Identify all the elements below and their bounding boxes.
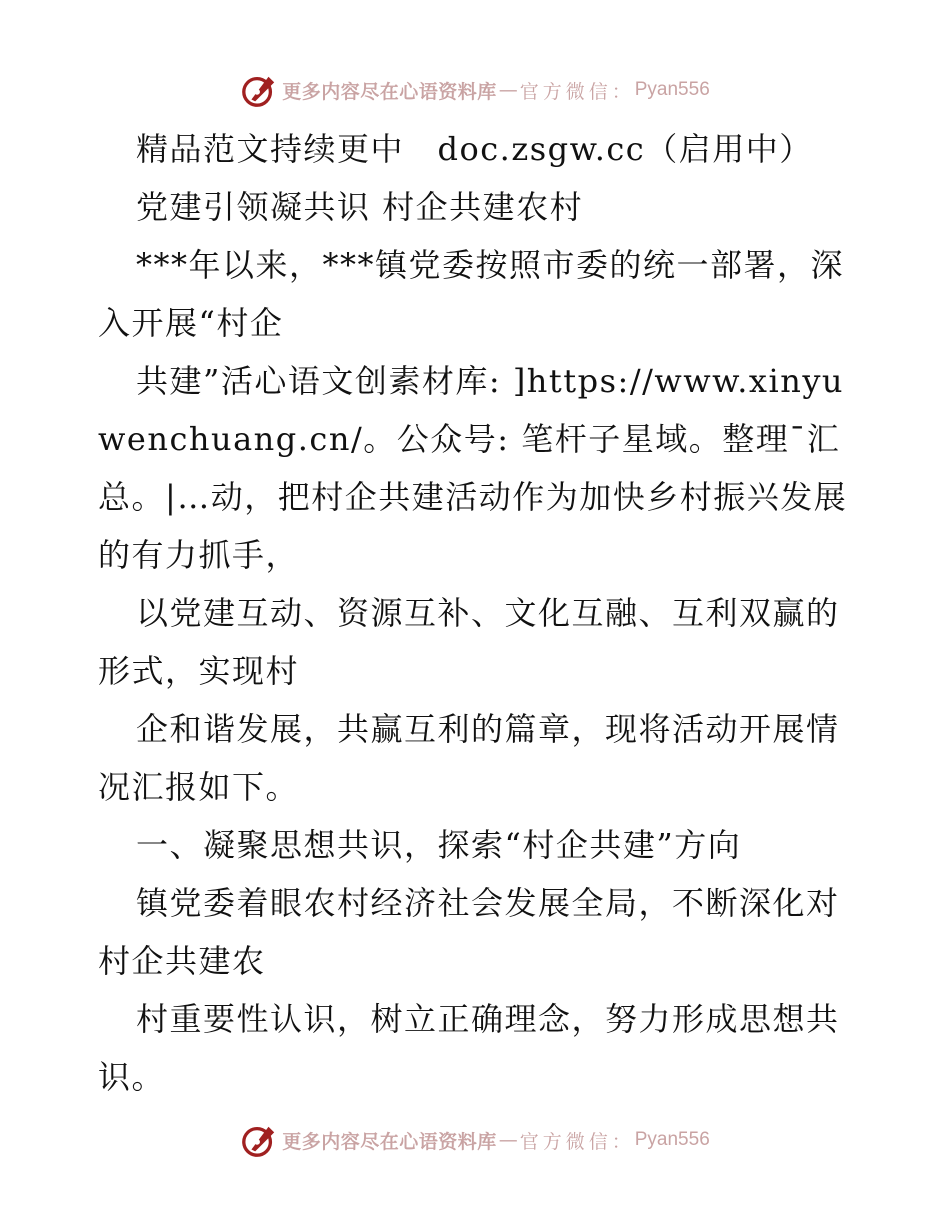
paragraph: 以党建互动、资源互补、文化互融、互利双赢的形式，实现村 [98, 594, 840, 690]
pen-nib-circle-icon [240, 71, 278, 109]
paragraph: 精品范文持续更中 doc.zsgw.cc（启用中） [136, 130, 813, 168]
footer-watermark [0, 1120, 950, 1160]
watermark-contact-label: 官方微信： [519, 80, 635, 103]
watermark-separator: — [498, 1129, 518, 1151]
pen-nib-circle-icon [240, 1121, 278, 1159]
watermark-brand: 更多内容尽在心语资料库 [282, 1130, 497, 1153]
watermark-contact-label: 官方微信： [519, 1130, 635, 1153]
document-body [98, 120, 858, 1106]
paragraph: 共建”活心语文创素材库: ]https://www.xinyuwenchuang.cn/。公众号: 笔杆子星域。整理¯汇总。|…动，把村企共建活动作为加快乡村振兴发展的有力抓手， [98, 362, 848, 574]
header-watermark [0, 70, 950, 110]
paragraph: 镇党委着眼农村经济社会发展全局，不断深化对村企共建农 [98, 884, 840, 980]
watermark-separator: — [498, 79, 518, 101]
paragraph: 企和谐发展，共赢互利的篇章，现将活动开展情况汇报如下。 [98, 710, 840, 806]
watermark-brand: 更多内容尽在心语资料库 [282, 80, 497, 103]
paragraph: 党建引领凝共识 村企共建农村 [136, 188, 584, 226]
paragraph: ***年以来，***镇党委按照市委的统一部署，深入开展“村企 [98, 246, 845, 342]
watermark-contact-value: Pyan556 [634, 1129, 710, 1150]
section-heading: 一、凝聚思想共识，探索“村企共建”方向 [136, 826, 742, 864]
paragraph: 村重要性认识，树立正确理念，努力形成思想共识。 [98, 1000, 840, 1096]
watermark-contact-value: Pyan556 [634, 79, 710, 100]
